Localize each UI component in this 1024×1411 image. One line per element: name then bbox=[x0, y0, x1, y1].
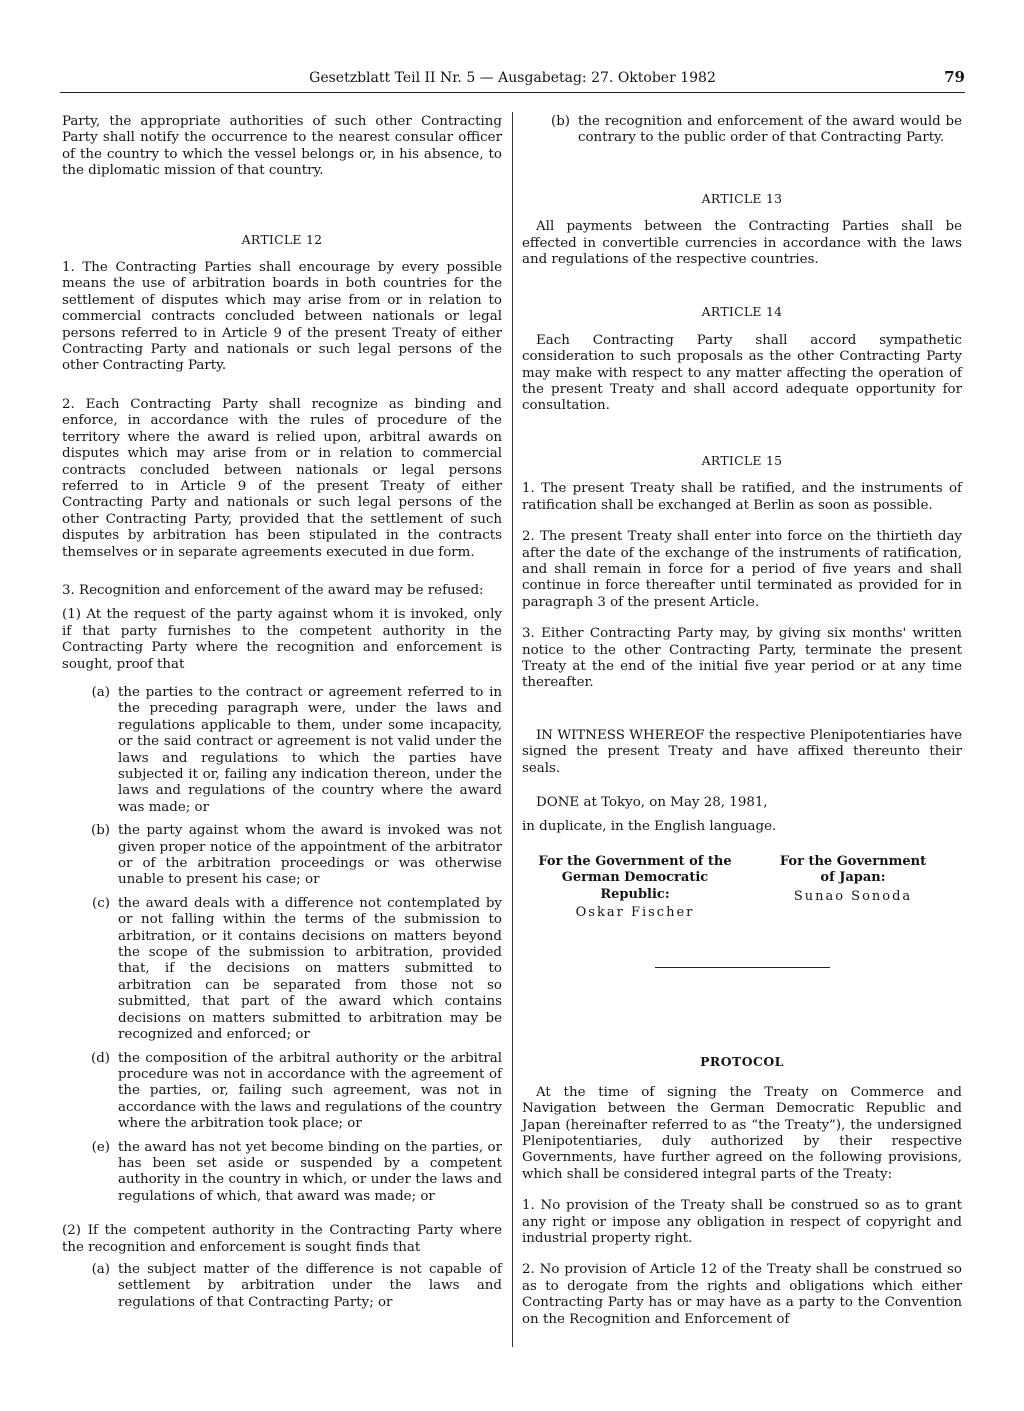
article-14-heading: ARTICLE 14 bbox=[701, 304, 783, 320]
list-item-label: (b) bbox=[90, 823, 110, 839]
article-12-paragraph-3: 3. Recognition and enforcement of the award may be refused: bbox=[62, 582, 484, 598]
header-rule bbox=[60, 92, 965, 93]
list-item-label: (a) bbox=[91, 1261, 110, 1277]
article-12-paragraph-2: 2. Each Contracting Party shall recognize as binding and enforce, in accordance with the rules of procedure of the territory where the award is relied upon, arbitral awards on disputes which may arise from or in relation to commercial contracts concluded between nationals or legal persons referred to in Article 9 of the present Treaty of either Contracting Party and nationals or such legal persons of the other Contracting Party, provided that the settlement of such disputes by arbitration has been stipulated in the contracts themselves or in separate agreements executed in due form. bbox=[62, 396, 502, 560]
list-item bbox=[62, 685, 502, 816]
list-item bbox=[62, 823, 502, 889]
signature-japan-name: Sunao Sonoda bbox=[793, 888, 913, 904]
column-divider bbox=[512, 112, 513, 1347]
article-12-paragraph-3-2: (2) If the competent authority in the Contracting Party where the recognition and enforcement is sought finds that bbox=[62, 1223, 502, 1255]
signature-gdr-line-1: For the Government of the bbox=[538, 853, 732, 869]
done-at-line: DONE at Tokyo, on May 28, 1981, bbox=[536, 794, 768, 810]
page-number: 79 bbox=[944, 68, 965, 86]
article-14-paragraph: Each Contracting Party shall accord sympathetic consideration to such proposals as the other Contracting Party may make with respect to any matter affecting the operation of the present Treaty and shall accord adequate opportunity for consultation. bbox=[522, 332, 962, 414]
section-divider bbox=[655, 967, 830, 968]
signature-gdr-name: Oskar Fischer bbox=[575, 905, 695, 920]
list-item-text: the award deals with a difference not contemplated by or not falling within the terms of the submission to arbitration, or it contains decisions on matters beyond the scope of the submission to arbitration, provided that, if the decisions on matters submitted to arbitration can be separated from those not so submitted, that part of the award which contains decisions on matters submitted to arbitration may be recognized and enforced; or bbox=[118, 895, 502, 1043]
signature-japan bbox=[744, 854, 962, 922]
page-header bbox=[60, 68, 965, 96]
article-13-heading: ARTICLE 13 bbox=[701, 190, 783, 206]
article-15-paragraph-1: 1. The present Treaty shall be ratified, and the instruments of ratification shall be exchanged at Berlin as soon as possible. bbox=[522, 481, 962, 513]
signature-japan-line-1: For the Government bbox=[779, 853, 927, 869]
duplicate-line: in duplicate, in the English language. bbox=[522, 819, 777, 835]
list-item-label: (e) bbox=[91, 1139, 110, 1155]
article-12-heading: ARTICLE 12 bbox=[241, 231, 323, 247]
list-item bbox=[62, 1051, 502, 1133]
running-title: Gesetzblatt Teil II Nr. 5 — Ausgabetag: 27. Oktober 1982 bbox=[309, 70, 716, 86]
list-item-text: the composition of the arbitral authority or the arbitral procedure was not in accordance with the agreement of the parties, or, failing such agreement, was not in accordance with the laws and regulations of the country where the arbitration took place; or bbox=[118, 1050, 502, 1132]
right-column bbox=[522, 114, 962, 1343]
article-12-paragraph-1: 1. The Contracting Parties shall encourage by every possible means the use of arbitration boards in both countries for the settlement of disputes which may arise from or in relation to commercial contracts concluded between nationals or legal persons referred to in Article 9 of the present Treaty of either Contracting Party and nationals or such legal persons of the other Contracting Party. bbox=[62, 260, 502, 374]
list-item-label: (d) bbox=[90, 1050, 110, 1066]
list-item-text: the subject matter of the difference is not capable of settlement by arbitration under the laws and regulations of that Contracting Party; or bbox=[118, 1261, 502, 1310]
list-item-text: the recognition and enforcement of the award would be contrary to the public order of that Contracting Party. bbox=[578, 114, 962, 146]
intro-paragraph: Party, the appropriate authorities of such other Contracting Party shall notify the occurrence to the nearest consular officer of the country to which the vessel belongs or, in his absence, to the diplomatic mission of that country. bbox=[62, 114, 502, 179]
witness-clause: IN WITNESS WHEREOF the respective Plenipotentiaries have signed the present Treaty and have affixed thereunto their seals. bbox=[522, 727, 962, 776]
list-item bbox=[62, 896, 502, 1044]
list-item-text: the party against whom the award is invoked was not given proper notice of the appointment of the arbitrator or of the arbitration proceedings or was otherwise unable to present his case; or bbox=[118, 823, 502, 888]
signature-gdr bbox=[526, 854, 744, 922]
list-item-label: (a) bbox=[91, 684, 110, 700]
protocol-paragraph-2: 2. No provision of Article 12 of the Treaty shall be construed so as to derogate from the rights and obligations which either Contracting Party has or may have as a party to the Convention on the Recognition and Enforcement of bbox=[522, 1262, 962, 1327]
list-item-label: (b) bbox=[550, 114, 570, 129]
list-items-1 bbox=[62, 685, 502, 1205]
list-item bbox=[62, 1262, 502, 1311]
left-column bbox=[62, 114, 502, 1318]
signature-gdr-line-2: German Democratic Republic: bbox=[561, 870, 709, 902]
article-12-paragraph-3-1: (1) At the request of the party against whom it is invoked, only if that party furnishes to the competent authority in the Contracting Party where the recognition and enforcement is sought, proof that bbox=[62, 607, 502, 672]
article-15-heading: ARTICLE 15 bbox=[701, 452, 783, 468]
article-13-paragraph: All payments between the Contracting Parties shall be effected in convertible currencies in accordance with the laws and regulations of the respective countries. bbox=[522, 219, 962, 268]
list-item-label: (c) bbox=[92, 895, 110, 911]
list-item bbox=[522, 114, 962, 147]
article-15-paragraph-2: 2. The present Treaty shall enter into force on the thirtieth day after the date of the exchange of the instruments of ratification, and shall remain in force for a period of five years and shall continue in force thereafter until terminated as provided for in paragraph 3 of the present Article. bbox=[522, 529, 962, 610]
signature-block bbox=[526, 854, 962, 922]
protocol-intro: At the time of signing the Treaty on Commerce and Navigation between the German Democratic Republic and Japan (hereinafter referred to as “the Treaty”), the undersigned Plenipotentiaries, duly authorized by their respective Governments, have further agreed on the following provisions, which shall be considered integral parts of the Treaty: bbox=[522, 1084, 962, 1182]
list-item-text: the parties to the contract or agreement referred to in the preceding paragraph were, under the laws and regulations applicable to them, under some incapacity, or the said contract or agreement is not valid under the laws and regulations to which the parties have subjected it or, failing any indication thereon, under the laws and regulations of the country where the award was made; or bbox=[118, 684, 502, 815]
article-15-paragraph-3: 3. Either Contracting Party may, by giving six months' written notice to the other Contracting Party, terminate the present Treaty at the end of the initial five year period or at any time thereafter. bbox=[522, 626, 962, 691]
protocol-heading: PROTOCOL bbox=[700, 1054, 784, 1070]
list-item-text: the award has not yet become binding on the parties, or has been set aside or suspended by a competent authority in the country in which, or under the laws and regulations of which, that award was made; or bbox=[118, 1139, 502, 1204]
protocol-paragraph-1: 1. No provision of the Treaty shall be construed so as to grant any right or impose any obligation in respect of copyright and industrial property right. bbox=[522, 1198, 962, 1247]
list-item bbox=[62, 1140, 502, 1206]
signature-japan-line-2: of Japan: bbox=[820, 870, 886, 886]
